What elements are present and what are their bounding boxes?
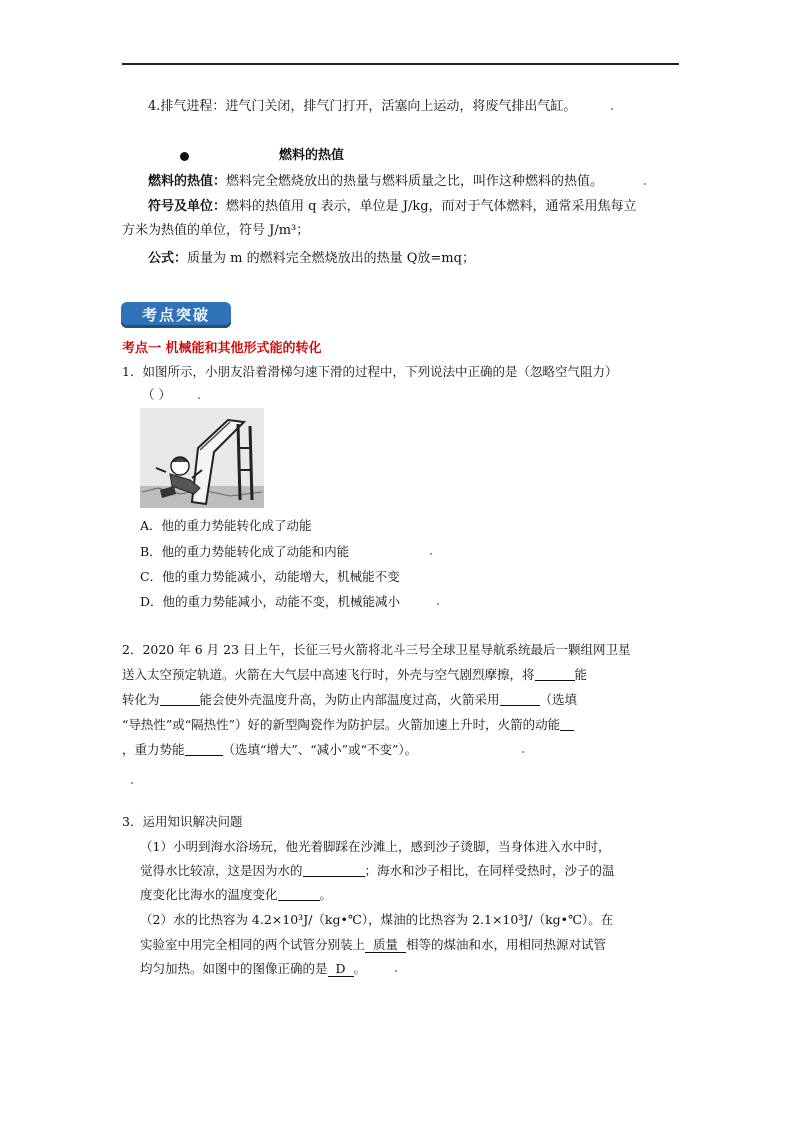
blank-6	[303, 862, 365, 877]
blank-2	[160, 691, 200, 706]
q1-option-a: A．他的重力势能转化成了动能	[140, 518, 312, 533]
q1-option-d: D．他的重力势能减小，动能不变，机械能减小	[140, 594, 401, 609]
q1-paren: （ ）	[142, 387, 171, 402]
q2-line-5a: ，重力势能	[122, 742, 185, 757]
bullet-icon	[180, 152, 189, 161]
q3-line-7	[140, 960, 366, 978]
mark-dot	[522, 751, 524, 753]
q3-line-3	[140, 862, 615, 880]
q1-option-c: C．他的重力势能减小，动能增大，机械能不变	[140, 569, 400, 584]
q3-line-6a: 实验室中用完全相同的两个试管分别装上	[140, 937, 366, 952]
mark-dot	[198, 397, 200, 399]
q3-line-4b: 。	[319, 887, 333, 902]
mark-dot	[611, 108, 613, 110]
header-rule	[122, 63, 679, 65]
answer-d: D	[328, 961, 354, 977]
q2-line-2-text: 送入太空预定轨道。火箭在大气层中高速飞行时，外壳与空气剧烈摩擦，将	[122, 667, 535, 682]
q3-line-7a: 均匀加热。如图中的图像正确的是	[140, 961, 328, 976]
q2-line-1: 2．2020 年 6 月 23 日上午，长征三号火箭将北斗三号全球卫星导航系统最后一颗组网卫星	[122, 642, 631, 657]
heat-value-def	[148, 173, 603, 191]
slide-figure	[140, 408, 264, 508]
q2-line-2-end: 能	[574, 667, 588, 682]
unit-line-1	[148, 198, 637, 216]
q1-stem: 1．如图所示，小朋友沿着滑梯匀速下滑的过程中，下列说法中正确的是（忽略空气阻力）	[122, 364, 618, 379]
q3-line-1: 3．运用知识解决问题	[122, 814, 243, 829]
q2-line-3a: 转化为	[122, 692, 160, 707]
mark-dot	[131, 782, 133, 784]
topic-heading: 考点一 机械能和其他形式能的转化	[122, 341, 322, 356]
answer-mass: 质量	[365, 937, 406, 953]
q2-line-4-text: “导热性”或“隔热性”）好的新型陶瓷作为防护层。火箭加速上升时，火箭的动能	[122, 717, 561, 732]
blank-1	[535, 666, 575, 681]
q2-line-3	[122, 691, 577, 709]
def-label: 燃料的热值：	[148, 174, 227, 189]
mark-dot	[430, 553, 432, 555]
unit-line-2: 方米为热值的单位，符号 J/m³；	[122, 223, 310, 238]
mark-dot	[644, 183, 646, 185]
q3-line-6b: 相等的煤油和水，用相同热源对试管	[406, 937, 607, 952]
section-badge: 考点突破	[121, 302, 231, 328]
blank-3	[500, 691, 540, 706]
q2-line-4	[122, 716, 574, 734]
formula-label: 公式：	[148, 251, 188, 266]
q3-line-2: （1）小明到海水浴场玩，他光着脚踩在沙滩上，感到沙子烫脚，当身体进入水中时，	[140, 839, 611, 854]
blank-5	[185, 741, 223, 756]
q2-line-5b: （选填“增大”、“减小”或“不变”）。	[222, 742, 418, 757]
section-title: 燃料的热值	[279, 148, 345, 163]
q3-line-3a: 觉得水比较凉，这是因为水的	[140, 863, 303, 878]
q1-option-b: B．他的重力势能转化成了动能和内能	[140, 544, 350, 559]
blank-4	[560, 716, 574, 731]
mark-dot	[395, 970, 397, 972]
q3-line-5: （2）水的比热容为 4.2×10³J/（kg•℃），煤油的比热容为 2.1×10³J/（kg•℃）。在	[140, 912, 614, 927]
unit-label: 符号及单位：	[148, 199, 227, 214]
q3-line-6	[140, 936, 606, 954]
q3-line-7b: 。	[353, 961, 367, 976]
formula-text: 质量为 m 的燃料完全燃烧放出的热量 Q放=mq；	[187, 251, 475, 266]
unit-text-1: 燃料的热值用 q 表示，单位是 J/kg，而对于气体燃料，通常采用焦每立	[226, 199, 637, 214]
q2-line-2	[122, 666, 587, 684]
q3-line-3b: ；海水和沙子相比，在同样受热时，沙子的温	[364, 863, 615, 878]
def-text: 燃料完全燃烧放出的热量与燃料质量之比，叫作这种燃料的热值。	[226, 174, 604, 189]
q2-line-5	[122, 741, 417, 759]
formula-line	[148, 250, 475, 268]
q3-line-4	[140, 886, 332, 904]
q3-line-4a: 度变化比海水的温度变化	[140, 887, 278, 902]
q2-line-3b: 能会使外壳温度升高，为防止内部温度过高，火箭采用	[199, 692, 500, 707]
stage4-text: 4.排气进程：进气门关闭，排气门打开，活塞向上运动，将废气排出气缸。	[148, 99, 577, 114]
blank-7	[278, 886, 320, 901]
mark-dot	[437, 603, 439, 605]
q2-line-3c: （选填	[539, 692, 578, 707]
